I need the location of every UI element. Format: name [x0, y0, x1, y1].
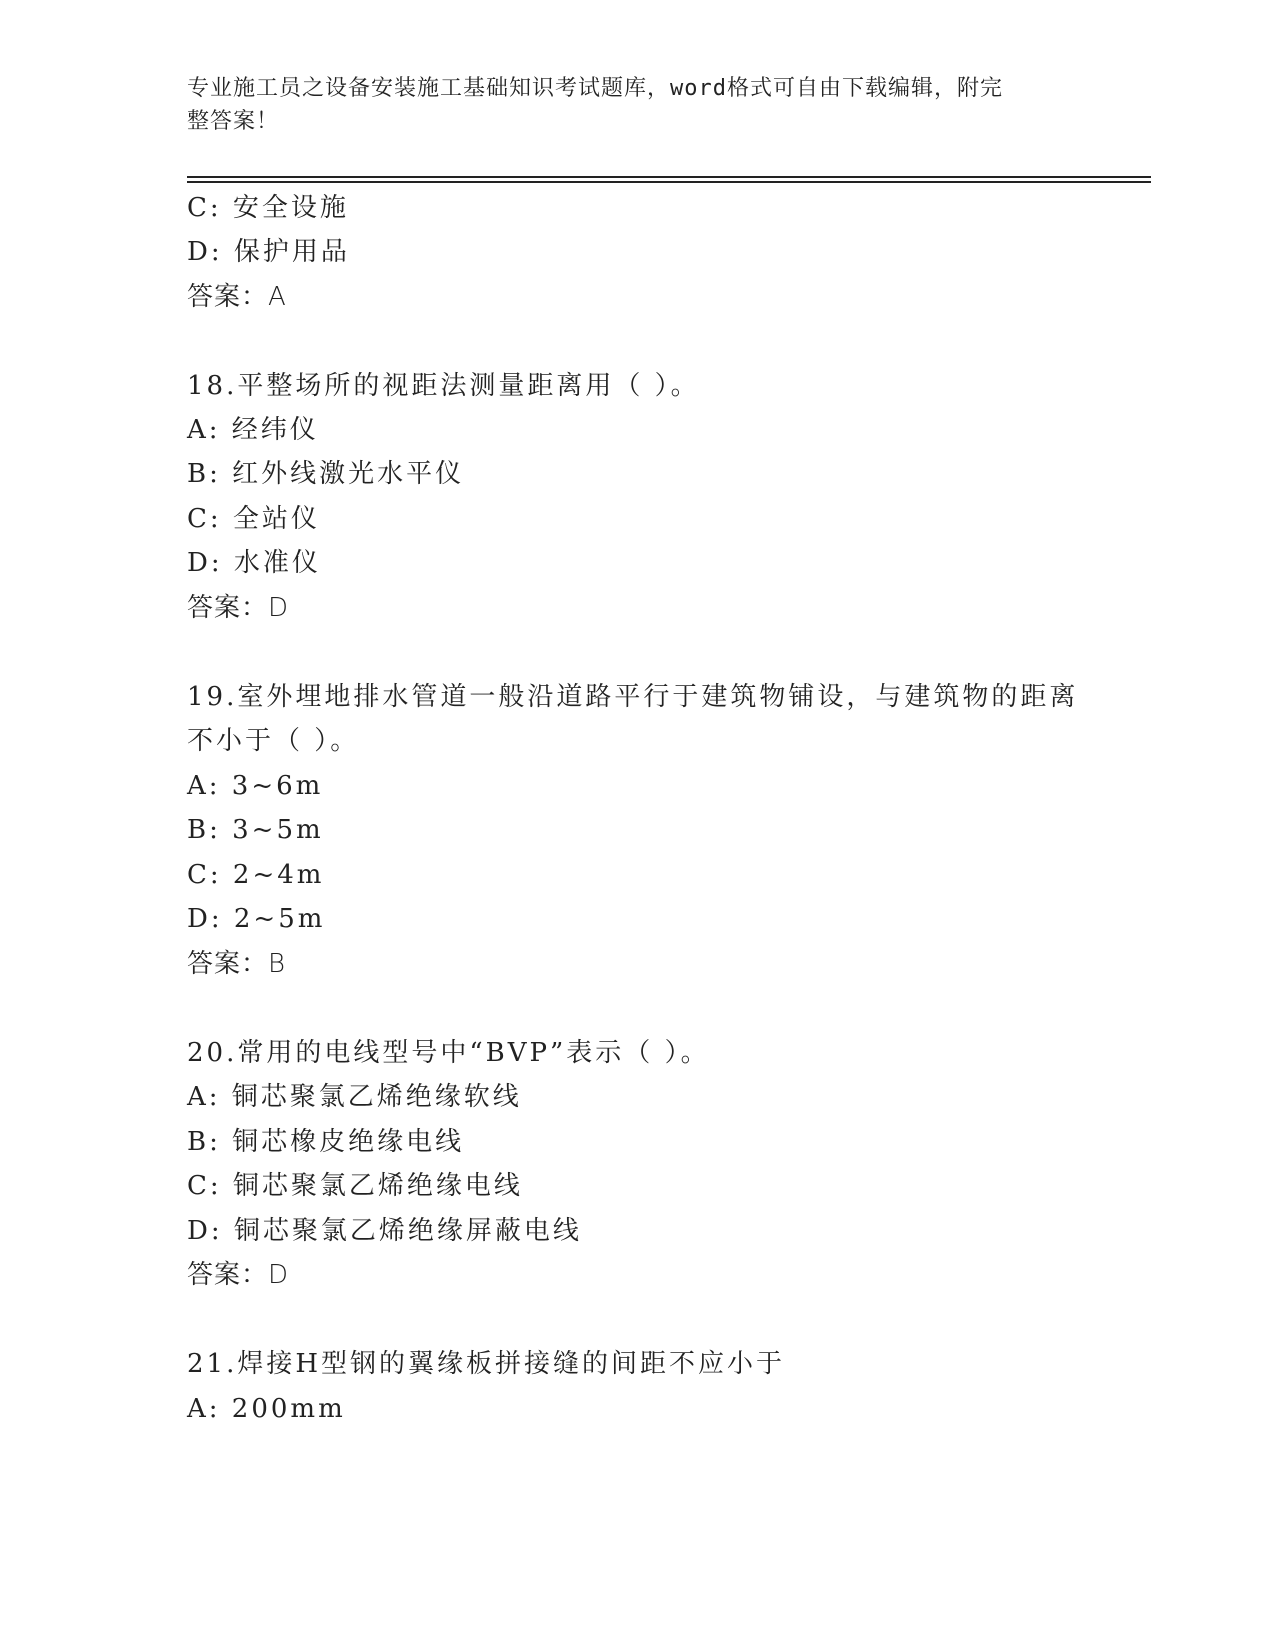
question-line: 19.室外埋地排水管道一般沿道路平行于建筑物铺设，与建筑物的距离 — [187, 682, 1079, 712]
option-line: D: 铜芯聚氯乙烯绝缘屏蔽电线 — [187, 1216, 582, 1246]
question-line: 21.焊接H型钢的翼缘板拼接缝的间距不应小于 — [187, 1349, 786, 1379]
question-line: 20.常用的电线型号中“BVP”表示（ ）。 — [187, 1038, 710, 1068]
page-header: 专业施工员之设备安装施工基础知识考试题库，word格式可自由下载编辑，附完 整答案！ — [187, 76, 1003, 134]
answer-line: 答案：D — [187, 593, 290, 623]
question-line: 18.平整场所的视距法测量距离用（ ）。 — [187, 371, 700, 401]
option-line: B: 3~5m — [187, 815, 324, 845]
option-line: A: 铜芯聚氯乙烯绝缘软线 — [187, 1082, 522, 1112]
option-line: A: 经纬仪 — [187, 415, 319, 445]
option-line: C: 全站仪 — [187, 504, 320, 534]
option-line: D: 2~5m — [187, 904, 326, 934]
header-rule-top — [187, 176, 1151, 178]
option-line: D: 保护用品 — [187, 237, 350, 267]
question-line: 不小于（ ）。 — [187, 726, 360, 756]
option-line: C: 铜芯聚氯乙烯绝缘电线 — [187, 1171, 523, 1201]
answer-line: 答案：A — [187, 282, 287, 312]
option-line: B: 铜芯橡皮绝缘电线 — [187, 1127, 465, 1157]
answer-line: 答案：D — [187, 1260, 290, 1290]
option-line: C: 2~4m — [187, 860, 325, 890]
header-rule-bottom — [187, 181, 1151, 183]
option-line: A: 3~6m — [187, 771, 324, 801]
option-line: C: 安全设施 — [187, 193, 349, 223]
answer-line: 答案：B — [187, 949, 287, 979]
option-line: D: 水准仪 — [187, 548, 321, 578]
option-line: B: 红外线激光水平仪 — [187, 459, 465, 489]
option-line: A: 200mm — [187, 1394, 346, 1424]
